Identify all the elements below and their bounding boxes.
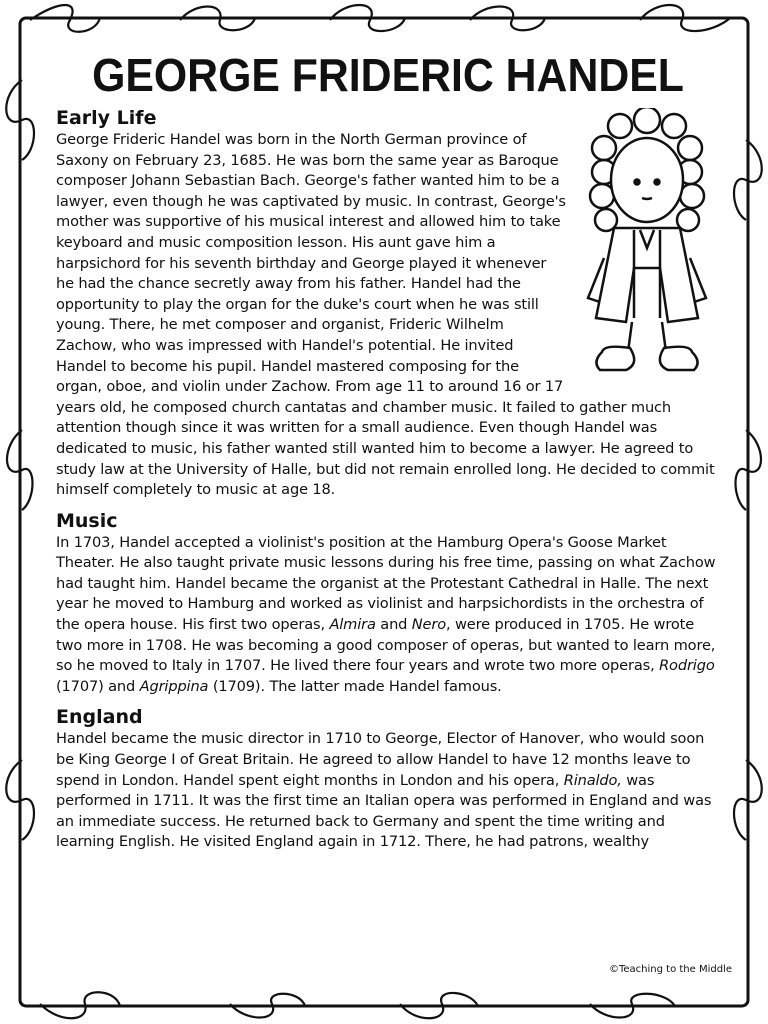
- section-body-early-life: George Frideric Handel was born in the North German province of Saxony on February 23, 1685. He was born the same year as Baroque composer Johann Sebastian Bach. George's father wanted him to be a lawyer, even though he was captivated by music. In contrast, George's mother was supportive of his musical interest and allowed him to take keyboard and music composition lesson. His aunt gave him a harpsichord for his seventh birthday and George played it whenever he had the chance secretly away from his father. Handel had the opportunity to play the organ for the duke's court when he was still young. There, he met composer and organist, Frideric Wilhelm Zachow, who was impressed with Handel's potential. He invited Handel to become his pupil. Handel mastered composing for the organ, oboe, and violin under Zachow. From age 11 to around 16 or 17 years old, he composed church cantatas and chamber music. It failed to gather much attention though since it was written for a small audience. Even though Handel was dedicated to music, his father wanted still wanted him to become a lawyer. He agreed to study law at the University of Halle, but did not remain enrolled long. He decided to commit himself completely to music at age 18.: [56, 131, 715, 499]
- opera-title: Almira: [329, 616, 376, 634]
- opera-title: Nero: [411, 616, 447, 634]
- section-early-life: [56, 106, 720, 501]
- copyright-credit: ©Teaching to the Middle: [608, 964, 732, 975]
- section-heading-music: Music: [56, 509, 118, 532]
- section-england: [56, 705, 720, 853]
- page-title: GEORGE FRIDERIC HANDEL: [92, 49, 684, 101]
- opera-title: Rinaldo,: [563, 771, 622, 789]
- opera-title: Rodrigo: [659, 657, 715, 675]
- handel-illustration: [574, 108, 720, 380]
- section-body-england: Handel became the music director in 1710 to George, Elector of Hanover, who would soon be King George I of Great Britain. He agreed to allow Handel to have 12 months leave to spend in London. Handel spent eight months in London and his opera, Rinaldo, was performed in 1711. It was the first time an Italian opera was performed in England and was an immediate success. He returned back to Germany and spent the time writing and learning English. He visited England again in 1712. There, he had patrons, wealthy: [56, 730, 712, 851]
- handout-page: [56, 44, 720, 984]
- section-heading-early-life: Early Life: [56, 107, 157, 129]
- handel-cartoon-icon: [574, 108, 720, 380]
- section-body-music: In 1703, Handel accepted a violinist's position at the Hamburg Opera's Goose Market Theater. He also taught private music lessons during his free time, passing on what Zachow had taught him. Handel became the organist at the Protestant Cathedral in Halle. The next year he moved to Hamburg and worked as violinist and harpsichordists in the orchestra of the opera house. His first two operas, Almira and Nero, were produced in 1705. He wrote two more in 1708. He was becoming a good composer of operas, but wanted to learn more, so he moved to Italy in 1707. He lived there four years and wrote two more operas, Rodrigo (1707) and Agrippina (1709). The latter made Handel famous.: [56, 533, 716, 695]
- opera-title: Agrippina: [139, 677, 209, 695]
- section-music: [56, 509, 720, 698]
- section-heading-england: England: [56, 706, 143, 729]
